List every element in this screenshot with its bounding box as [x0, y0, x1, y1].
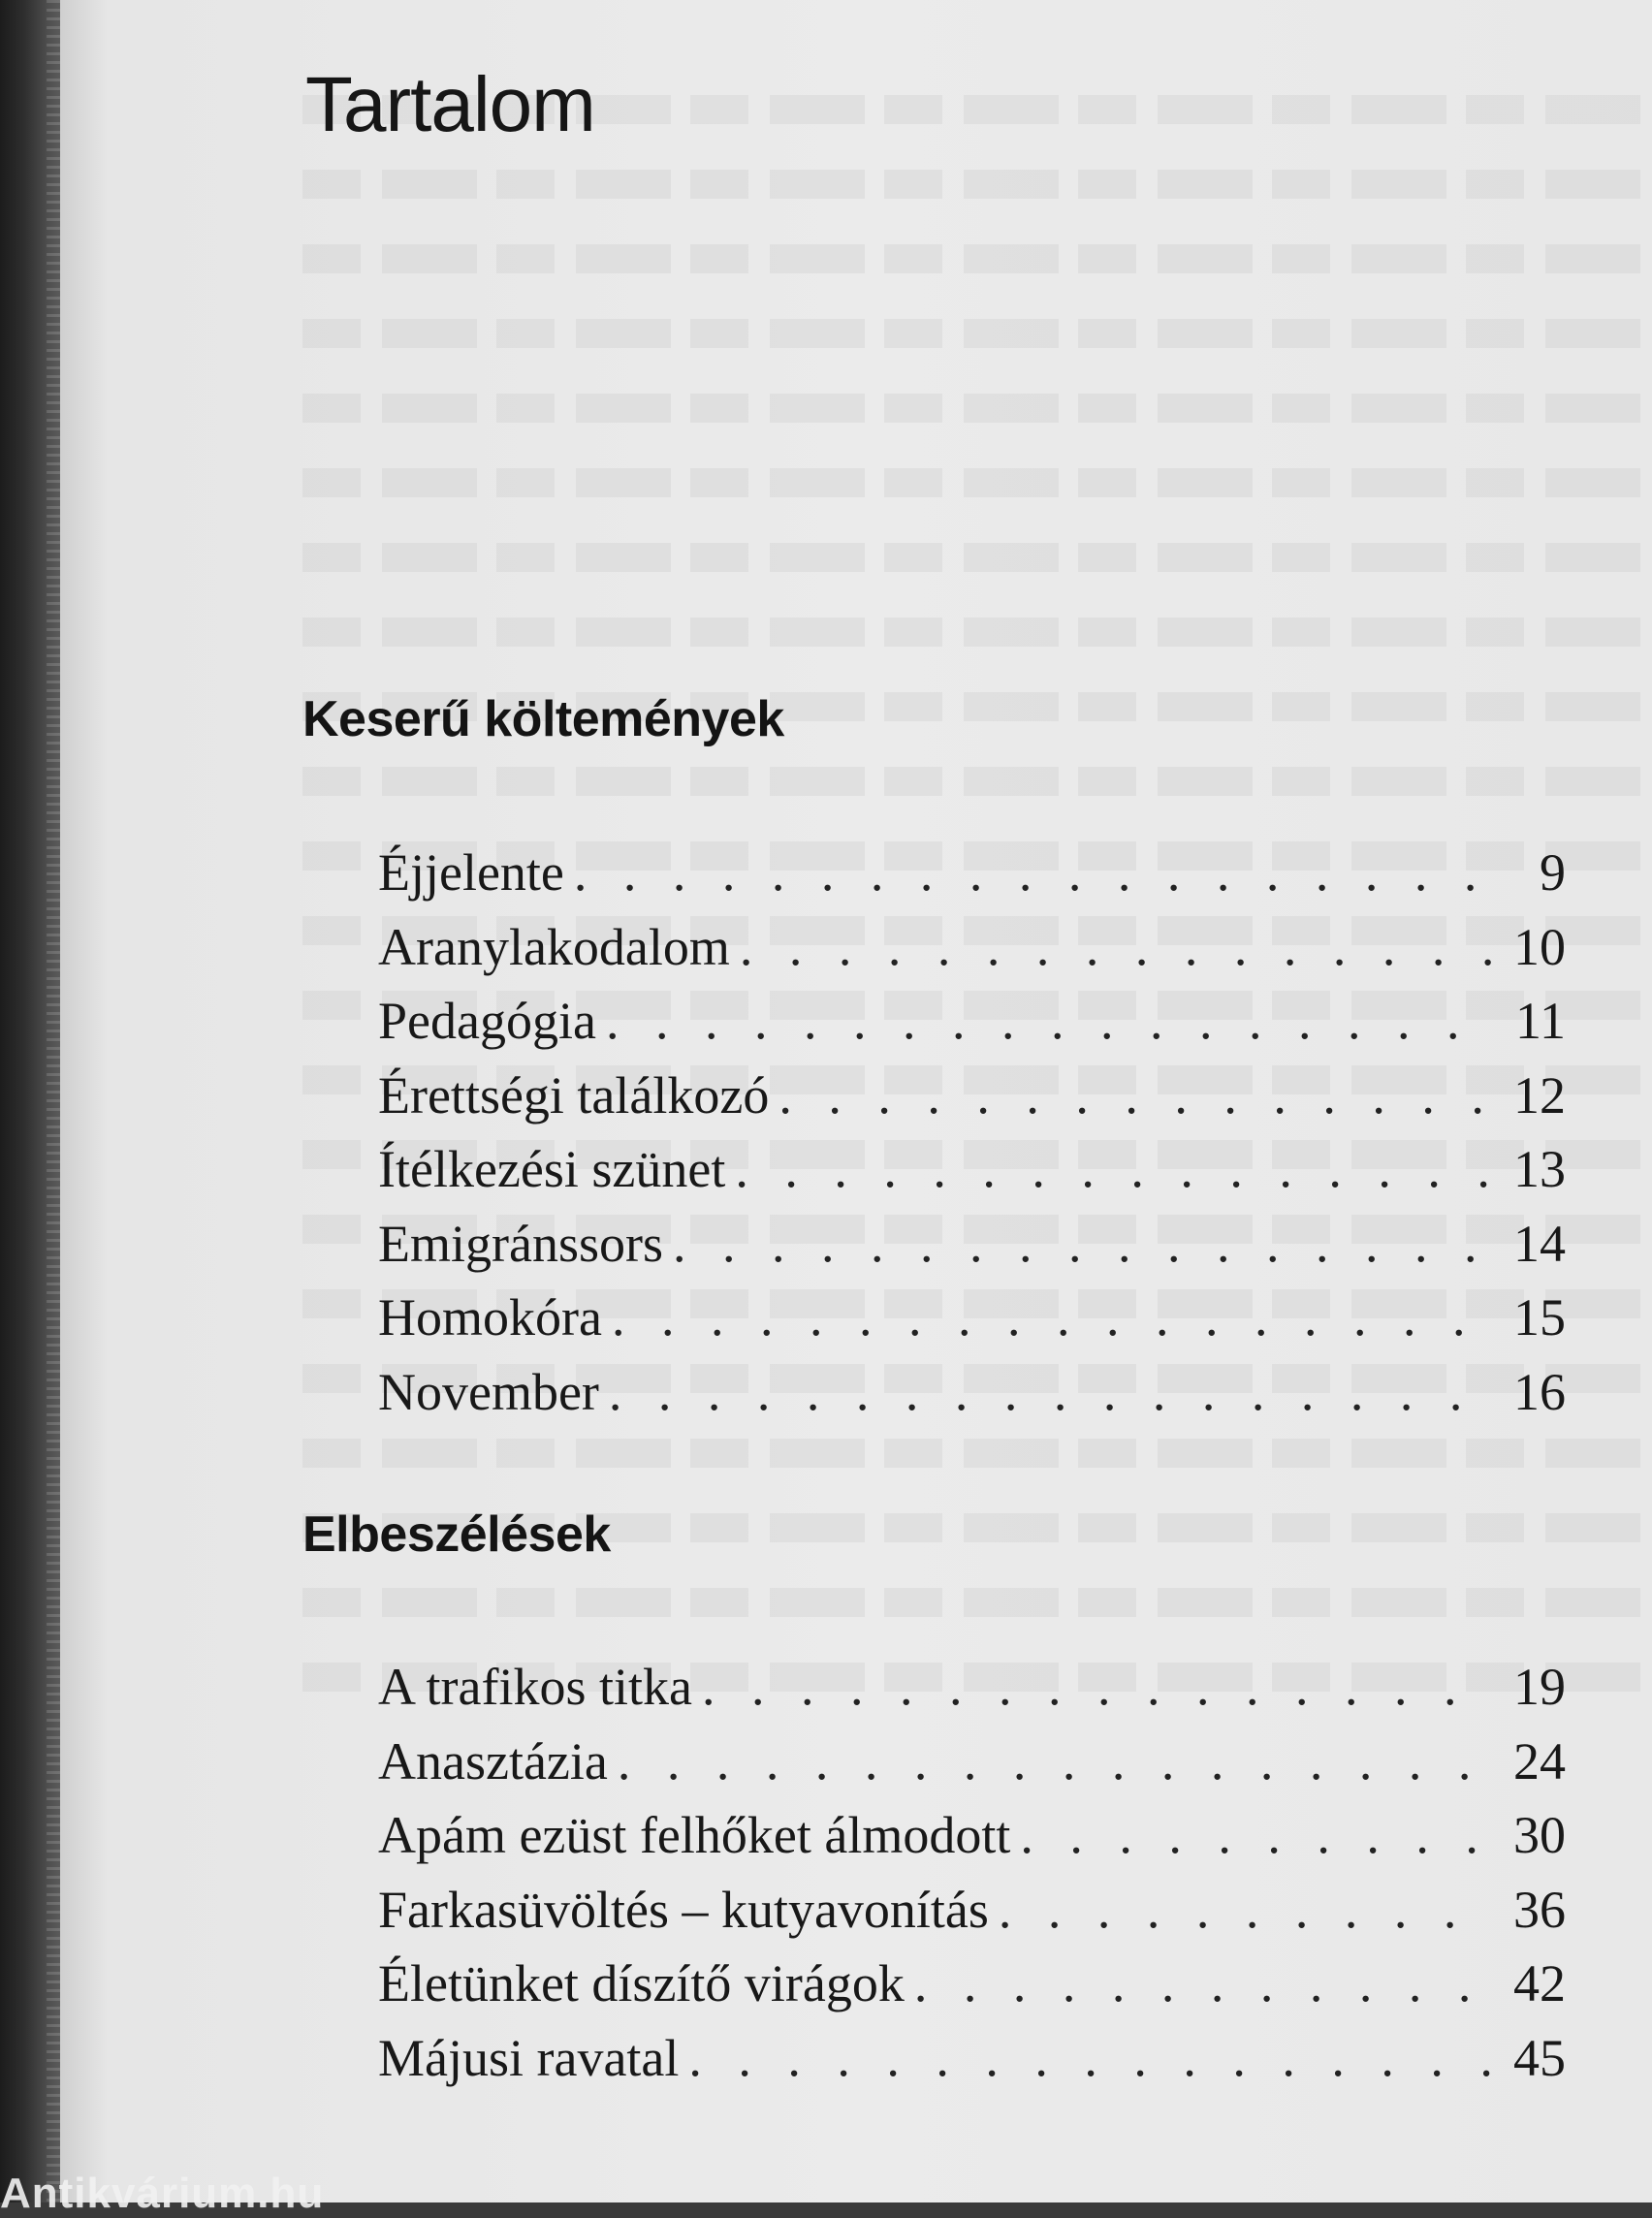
toc-entry-title: Anasztázia	[378, 1731, 608, 1790]
section-heading-poems: Keserű költemények	[302, 691, 784, 747]
toc-entry-page: 14	[1513, 1214, 1566, 1273]
toc-entry-title: A trafikos titka	[378, 1658, 692, 1716]
dot-leader	[618, 1725, 1496, 1799]
toc-entry-page: 19	[1513, 1658, 1566, 1716]
dot-leader	[688, 2021, 1496, 2096]
toc-entry	[378, 836, 1566, 910]
toc-entry	[378, 1207, 1566, 1282]
section-heading-stories: Elbeszélések	[302, 1506, 611, 1563]
toc-entry-page: 30	[1513, 1806, 1566, 1864]
toc-entry-title: Májusi ravatal	[378, 2028, 680, 2087]
toc-entry	[378, 1059, 1566, 1133]
toc-list-stories	[378, 1650, 1566, 2095]
toc-entry-page: 45	[1513, 2028, 1566, 2087]
toc-entry-page: 10	[1513, 917, 1566, 976]
toc-entry	[378, 984, 1566, 1059]
toc-entry	[378, 2021, 1566, 2096]
dot-leader	[673, 1207, 1496, 1282]
toc-entry-title: Farkasüvöltés – kutyavonítás	[378, 1880, 989, 1939]
toc-entry	[378, 1725, 1566, 1799]
toc-entry	[378, 910, 1566, 985]
toc-list-poems	[378, 836, 1566, 1429]
dot-leader	[740, 910, 1496, 985]
toc-entry-title: Érettségi találkozó	[378, 1065, 770, 1125]
toc-entry-title: Ítélkezési szünet	[378, 1140, 726, 1198]
watermark: Antikvárium.hu	[0, 2170, 325, 2217]
toc-entry	[378, 1798, 1566, 1873]
toc-entry-title: Életünket díszítő virágok	[378, 1954, 905, 2012]
dot-leader	[1020, 1798, 1496, 1873]
toc-entry	[378, 1132, 1566, 1207]
toc-entry	[378, 1873, 1566, 1948]
dot-leader	[735, 1132, 1496, 1207]
page-title: Tartalom	[305, 61, 595, 147]
toc-entry-page: 13	[1513, 1140, 1566, 1198]
toc-entry-page: 12	[1513, 1065, 1566, 1125]
dot-leader	[999, 1873, 1496, 1948]
toc-entry-page: 24	[1513, 1731, 1566, 1790]
toc-entry-page: 36	[1513, 1880, 1566, 1939]
toc-entry-page: 16	[1513, 1362, 1566, 1421]
dot-leader	[914, 1947, 1496, 2021]
toc-entry-page: 42	[1513, 1954, 1566, 2012]
toc-entry-title: Apám ezüst felhőket álmodott	[378, 1806, 1011, 1864]
toc-entry-page: 15	[1513, 1288, 1566, 1347]
dot-leader	[609, 1355, 1496, 1430]
toc-entry-page: 11	[1515, 992, 1566, 1050]
toc-entry-title: Aranylakodalom	[378, 917, 730, 976]
dot-leader	[778, 1059, 1496, 1133]
dot-leader	[612, 1281, 1496, 1355]
toc-entry-page: 9	[1540, 843, 1566, 902]
toc-entry	[378, 1650, 1566, 1725]
toc-entry	[378, 1281, 1566, 1355]
dot-leader	[702, 1650, 1496, 1725]
toc-entry-title: Éjjelente	[378, 843, 564, 902]
dot-leader	[574, 836, 1496, 910]
toc-entry-title: Homokóra	[378, 1288, 602, 1347]
page-edges	[47, 0, 60, 2202]
toc-entry	[378, 1355, 1566, 1430]
toc-entry-title: November	[378, 1362, 599, 1421]
dot-leader	[606, 984, 1496, 1059]
toc-entry-title: Pedagógia	[378, 992, 596, 1050]
toc-entry	[378, 1947, 1566, 2021]
toc-entry-title: Emigránssors	[378, 1214, 663, 1273]
